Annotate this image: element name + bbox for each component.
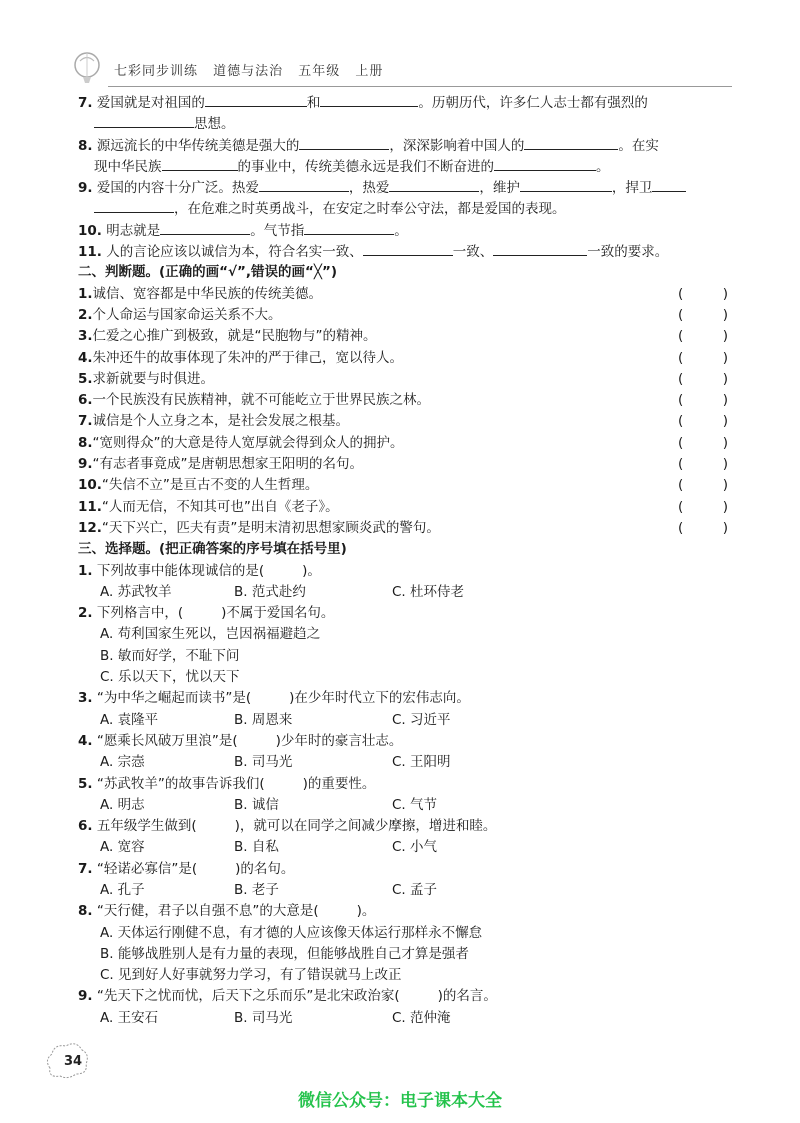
question-text: 一致、 xyxy=(452,244,494,261)
question-text: 明志就是 xyxy=(106,222,161,239)
choice-options xyxy=(78,837,728,858)
choice-options xyxy=(78,752,728,773)
fill-question xyxy=(78,220,728,241)
option-c: C. 习近平 xyxy=(392,711,451,728)
question-number: 7. xyxy=(78,95,93,111)
paren-close: ) xyxy=(722,413,728,430)
paren-open: ( xyxy=(678,328,684,345)
choice-question xyxy=(78,901,728,922)
choice-option xyxy=(78,646,728,667)
answer-blank[interactable] xyxy=(162,156,238,171)
question-number: 11. xyxy=(78,498,102,515)
judgement-item xyxy=(78,305,728,326)
question-text: “愿乘长风破万里浪”是( xyxy=(96,732,238,749)
answer-blank[interactable] xyxy=(493,241,587,256)
paren-open: ( xyxy=(678,306,684,323)
answer-blank[interactable] xyxy=(304,220,394,235)
question-text: 求新就要与时俱进。 xyxy=(92,370,215,387)
paren-open: ( xyxy=(678,392,684,409)
paren-open: ( xyxy=(678,498,684,515)
question-text: ，深深影响着中国人的 xyxy=(389,137,525,154)
choice-options xyxy=(78,1008,728,1029)
question-text: “为中华之崛起而读书”是( xyxy=(96,690,252,707)
page-number: 34 xyxy=(64,1054,83,1069)
paren-close: ) xyxy=(722,477,728,494)
fill-question-cont xyxy=(78,198,728,219)
judgement-item xyxy=(78,284,728,305)
choice-question xyxy=(78,816,728,837)
question-text: 诚信是个人立身之本，是社会发展之根基。 xyxy=(92,413,350,430)
paren-close: ) xyxy=(722,519,728,536)
option-a: A. 宗悫 xyxy=(100,754,145,771)
question-number: 8. xyxy=(78,137,93,154)
question-number: 11. xyxy=(78,244,102,261)
option-b: B. 司马光 xyxy=(234,754,293,771)
question-text: )，就可以在同学之间减少摩擦，增进和睦。 xyxy=(234,818,497,835)
option-b: B. 范式赴约 xyxy=(234,583,306,600)
choice-question xyxy=(78,986,728,1007)
paren-close: ) xyxy=(722,434,728,451)
question-text: 。 xyxy=(394,222,408,239)
paren-close: ) xyxy=(722,328,728,345)
fill-question xyxy=(78,92,728,113)
question-number: 1. xyxy=(78,285,93,302)
watermark-text: 微信公众号：电子课本大全 xyxy=(298,1091,502,1111)
paren-open: ( xyxy=(678,413,684,430)
question-text: 朱冲还牛的故事体现了朱冲的严于律己，宽以待人。 xyxy=(92,349,404,366)
question-text: 思想。 xyxy=(194,116,235,133)
option-c: C. 小气 xyxy=(392,839,438,856)
header-divider xyxy=(108,86,732,87)
option-c: C. 杜环侍老 xyxy=(392,583,465,600)
question-text: 的事业中，传统美德永远是我们不断奋进的 xyxy=(237,158,494,175)
question-number: 5. xyxy=(78,775,93,792)
option-a: A. 孔子 xyxy=(100,881,145,898)
question-number: 2. xyxy=(78,306,93,323)
question-text: “天下兴亡，匹夫有责”是明末清初思想家顾炎武的警句。 xyxy=(101,519,440,536)
judgement-item xyxy=(78,433,728,454)
choice-question xyxy=(78,561,728,582)
question-number: 12. xyxy=(78,519,102,536)
question-number: 10. xyxy=(78,222,102,239)
question-text: “有志者事竟成”是唐朝思想家王阳明的名句。 xyxy=(92,456,364,473)
question-text: 。在实 xyxy=(618,137,659,154)
paren-close: ) xyxy=(722,349,728,366)
judgement-item xyxy=(78,326,728,347)
question-text: )不属于爱国名句。 xyxy=(221,605,335,622)
choice-option xyxy=(78,624,728,645)
judgement-item xyxy=(78,518,728,539)
option-a: A. 苏武牧羊 xyxy=(100,583,172,600)
answer-blank[interactable] xyxy=(160,220,250,235)
question-text: ，维护 xyxy=(479,180,520,197)
balloon-icon xyxy=(72,52,102,86)
question-number: 10. xyxy=(78,477,102,494)
paren-close: ) xyxy=(722,498,728,515)
paren-close: ) xyxy=(722,306,728,323)
question-text: ，在危难之时英勇战斗，在安定之时奉公守法，都是爱国的表现。 xyxy=(174,201,566,218)
question-text: “苏武牧羊”的故事告诉我们( xyxy=(96,775,265,792)
paren-open: ( xyxy=(678,456,684,473)
question-text: “宽则得众”的大意是待人宽厚就会得到众人的拥护。 xyxy=(92,434,404,451)
choice-question xyxy=(78,731,728,752)
choice-option xyxy=(78,667,728,688)
question-text: )的重要性。 xyxy=(302,775,376,792)
question-text: 一个民族没有民族精神，就不可能屹立于世界民族之林。 xyxy=(92,392,431,409)
answer-blank[interactable] xyxy=(259,177,349,192)
answer-blank[interactable] xyxy=(94,113,194,128)
question-text: “先天下之忧而忧，后天下之乐而乐”是北宋政治家( xyxy=(96,988,400,1005)
judgement-item xyxy=(78,497,728,518)
choice-question xyxy=(78,688,728,709)
question-text: 现中华民族 xyxy=(94,158,162,175)
paren-close: ) xyxy=(722,285,728,302)
paren-open: ( xyxy=(678,285,684,302)
answer-blank[interactable] xyxy=(520,177,612,192)
option-a: A. 明志 xyxy=(100,796,145,813)
fill-question xyxy=(78,135,728,156)
question-number: 9. xyxy=(78,180,93,197)
page-header xyxy=(72,52,732,86)
fill-question xyxy=(78,177,728,198)
answer-blank[interactable] xyxy=(299,135,389,150)
judgement-item xyxy=(78,348,728,369)
section-title: 三、选择题。(把正确答案的序号填在括号里) xyxy=(78,541,347,558)
question-text: )的名言。 xyxy=(437,988,497,1005)
option-b: B. 能够战胜别人是有力量的表现，但能够战胜自己才算是强者 xyxy=(100,945,469,962)
question-text: 一致的要求。 xyxy=(587,244,669,261)
question-number: 1. xyxy=(78,562,93,579)
question-text: 个人命运与国家命运关系不大。 xyxy=(92,306,282,323)
option-c: C. 气节 xyxy=(392,796,438,813)
question-text: 源远流长的中华传统美德是强大的 xyxy=(96,137,300,154)
question-number: 5. xyxy=(78,370,93,387)
option-b: B. 敏而好学，不耻下问 xyxy=(100,647,240,664)
question-number: 7. xyxy=(78,413,93,430)
paren-open: ( xyxy=(678,349,684,366)
question-text: 。 xyxy=(596,158,610,175)
question-text: 下列故事中能体现诚信的是( xyxy=(96,562,265,579)
answer-blank[interactable] xyxy=(205,92,307,107)
choice-option xyxy=(78,923,728,944)
question-text: )在少年时代立下的宏伟志向。 xyxy=(289,690,470,707)
answer-blank[interactable] xyxy=(320,92,418,107)
answer-blank[interactable] xyxy=(94,198,174,213)
choice-options xyxy=(78,710,728,731)
question-text: 。历朝历代，许多仁人志士都有强烈的 xyxy=(418,95,648,111)
question-text: “轻诺必寡信”是( xyxy=(96,860,198,877)
option-a: A. 宽容 xyxy=(100,839,145,856)
question-text: )少年时的豪言壮志。 xyxy=(275,732,403,749)
question-number: 8. xyxy=(78,434,93,451)
judgement-item xyxy=(78,390,728,411)
question-text: “人而无信，不知其可也”出自《老子》。 xyxy=(101,498,339,515)
choice-option xyxy=(78,944,728,965)
judgement-list xyxy=(78,284,728,540)
question-number: 6. xyxy=(78,392,93,409)
answer-blank[interactable] xyxy=(524,135,618,150)
choice-options xyxy=(78,880,728,901)
answer-blank[interactable] xyxy=(494,156,596,171)
question-text: 和 xyxy=(306,95,321,111)
question-number: 9. xyxy=(78,988,93,1005)
option-c: C. 王阳明 xyxy=(392,754,451,771)
option-b: B. 诚信 xyxy=(234,796,279,813)
fill-question xyxy=(78,241,728,262)
paren-close: ) xyxy=(722,392,728,409)
judgement-item xyxy=(78,369,728,390)
option-a: A. 苟利国家生死以，岂因祸福避趋之 xyxy=(100,626,321,643)
option-b: B. 周恩来 xyxy=(234,711,293,728)
option-c: C. 范仲淹 xyxy=(392,1009,451,1026)
option-c: C. 乐以天下，忧以天下 xyxy=(100,669,240,686)
question-number: 4. xyxy=(78,349,93,366)
question-text: )。 xyxy=(356,903,376,920)
paren-open: ( xyxy=(678,519,684,536)
paren-open: ( xyxy=(678,370,684,387)
question-text: “天行健，君子以自强不息”的大意是( xyxy=(96,903,319,920)
choice-question xyxy=(78,774,728,795)
question-text: )的名句。 xyxy=(235,860,295,877)
question-number: 9. xyxy=(78,456,93,473)
paren-close: ) xyxy=(722,456,728,473)
option-a: A. 袁隆平 xyxy=(100,711,159,728)
question-number: 2. xyxy=(78,605,93,622)
fill-question-cont xyxy=(78,156,728,177)
option-c: C. 见到好人好事就努力学习，有了错误就马上改正 xyxy=(100,967,402,984)
question-text: 。气节指 xyxy=(250,222,305,239)
option-a: A. 王安石 xyxy=(100,1009,159,1026)
question-number: 6. xyxy=(78,818,93,835)
question-text: 爱国的内容十分广泛。热爱 xyxy=(96,180,259,197)
question-text: 仁爱之心推广到极致，就是“民胞物与”的精神。 xyxy=(92,328,377,345)
question-text: 诚信、宽容都是中华民族的传统美德。 xyxy=(92,285,323,302)
question-number: 8. xyxy=(78,903,93,920)
judgement-item xyxy=(78,475,728,496)
question-text: “失信不立”是亘古不变的人生哲理。 xyxy=(101,477,319,494)
paren-open: ( xyxy=(678,477,684,494)
judgement-item xyxy=(78,411,728,432)
choice-question xyxy=(78,603,728,624)
question-number: 7. xyxy=(78,860,93,877)
option-b: B. 自私 xyxy=(234,839,279,856)
question-number: 3. xyxy=(78,328,93,345)
paren-open: ( xyxy=(678,434,684,451)
question-text: 爱国就是对祖国的 xyxy=(96,95,205,111)
question-text: 下列格言中，( xyxy=(96,605,184,622)
question-text: ，热爱 xyxy=(348,180,390,197)
choice-options xyxy=(78,795,728,816)
option-b: B. 老子 xyxy=(234,881,279,898)
question-text: 人的言论应该以诚信为本，符合名实一致、 xyxy=(106,244,363,261)
section-title: 二、判断题。(正确的画“√”,错误的画“╳”) xyxy=(78,264,338,281)
choice-option xyxy=(78,965,728,986)
question-number: 4. xyxy=(78,732,93,749)
paren-close: ) xyxy=(722,370,728,387)
worksheet-content xyxy=(78,92,728,1029)
choice-question xyxy=(78,859,728,880)
answer-blank[interactable] xyxy=(389,177,479,192)
option-a: A. 天体运行刚健不息，有才德的人应该像天体运行那样永不懈怠 xyxy=(100,924,483,941)
question-text: )。 xyxy=(302,562,321,579)
question-text: ，捍卫 xyxy=(611,180,653,197)
option-b: B. 司马光 xyxy=(234,1009,293,1026)
judgement-item xyxy=(78,454,728,475)
choice-options xyxy=(78,582,728,603)
header-text: 七彩同步训练 道德与法治 五年级 上册 xyxy=(114,63,384,79)
question-number: 3. xyxy=(78,690,93,707)
question-text: 五年级学生做到( xyxy=(96,818,197,835)
fill-question-cont xyxy=(78,113,728,134)
option-c: C. 孟子 xyxy=(392,881,438,898)
answer-blank[interactable] xyxy=(363,241,453,256)
answer-blank[interactable] xyxy=(652,177,686,192)
